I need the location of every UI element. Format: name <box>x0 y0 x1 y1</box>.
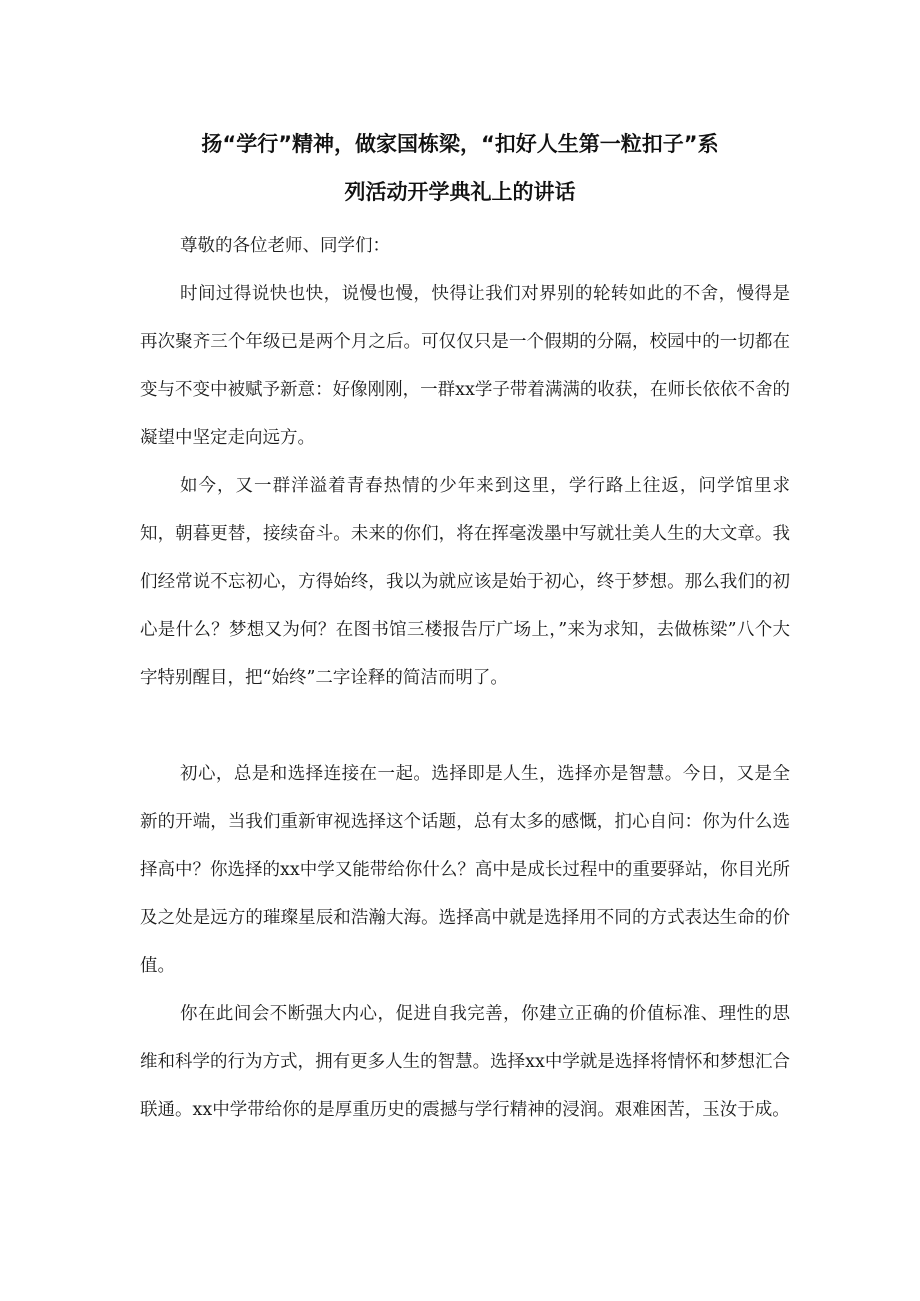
document-title-line-2: 列活动开学典礼上的讲话 <box>344 180 576 204</box>
paragraph-1: 时间过得说快也快，说慢也慢，快得让我们对界别的轮转如此的不舍，慢得是再次聚齐三个年级已是两个月之后。可仅仅只是一个假期的分隔，校园中的一切都在变与不变中被赋予新意：好像刚刚，一群xx学子带着满满的收获，在师长依依不舍的凝望中坚定走向远方。 <box>140 284 790 448</box>
document-title-line-1: 扬“学行”精神，做家国栋梁，“扣好人生第一粒扣子”系 <box>201 132 719 156</box>
paragraph-2: 如今，又一群洋溢着青春热情的少年来到这里，学行路上往返，问学馆里求知，朝暮更替，接续奋斗。未来的你们，将在挥毫泼墨中写就壮美人生的大文章。我们经常说不忘初心，方得始终，我以为就应该是始于初心，终于梦想。那么我们的初心是什么？梦想又为何？在图书馆三楼报告厅广场上，”来为求知，去做栋梁”八个大字特别醒目，把“始终”二字诠释的简洁而明了。 <box>140 476 790 688</box>
salutation: 尊敬的各位老师、同学们： <box>180 236 390 256</box>
paragraph-4: 你在此间会不断强大内心，促进自我完善，你建立正确的价值标准、理性的思维和科学的行为方式，拥有更多人生的智慧。选择xx中学就是选择将情怀和梦想汇合联通。xx中学带给你的是厚重历史的震撼与学行精神的浸润。艰难困苦，玉汝于成。 <box>140 1004 790 1120</box>
paragraph-3: 初心，总是和选择连接在一起。选择即是人生，选择亦是智慧。今日，又是全新的开端，当我们重新审视选择这个话题，总有太多的感慨，扪心自问：你为什么选择高中？你选择的xx中学又能带给你什么？高中是成长过程中的重要驿站，你目光所及之处是远方的璀璨星辰和浩瀚大海。选择高中就是选择用不同的方式表达生命的价值。 <box>140 764 790 976</box>
